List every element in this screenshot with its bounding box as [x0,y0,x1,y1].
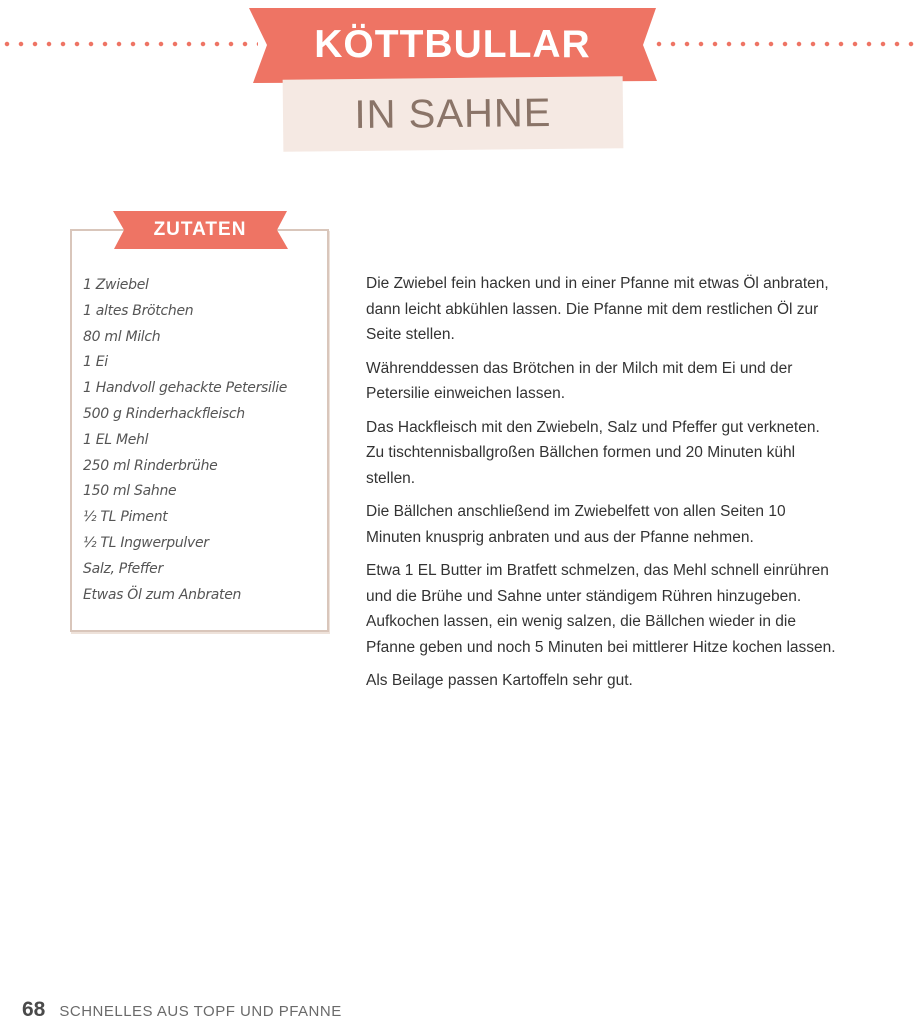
section-name: SCHNELLES AUS TOPF UND PFANNE [59,1003,342,1020]
instructions [366,271,836,702]
ingredient-item: 150 ml Sahne [83,483,177,500]
instruction-step: Die Zwiebel fein hacken und in einer Pfanne mit etwas Öl anbraten, dann leicht abkühlen lassen. Die Pfanne mit dem restlichen Öl zur Seite stellen. [366,275,829,343]
ingredient-item: 1 altes Brötchen [83,302,194,319]
recipe-subtitle: IN SAHNE [283,76,624,152]
title-banner [245,5,660,85]
instruction-step: Die Bällchen anschließend im Zwiebelfett von allen Seiten 10 Minuten knusprig anbraten und aus der Pfanne nehmen. [366,503,786,546]
instruction-step: Etwa 1 EL Butter im Bratfett schmelzen, das Mehl schnell einrühren und die Brühe und Sahne unter ständigem Rühren hinzugeben. Aufkochen lassen, ein wenig salzen, die Bällchen wieder in die Pfanne geben und noch 5 Minuten bei mittlerer Hitze kochen lassen. [366,562,836,656]
decorative-dots-left [0,40,258,48]
page-number: 68 [22,998,46,1021]
ingredient-item: 1 EL Mehl [83,431,149,448]
ingredient-item: 500 g Rinderhackfleisch [83,405,245,422]
ingredients-heading: ZUTATEN [153,219,247,240]
instruction-step: Das Hackfleisch mit den Zwiebeln, Salz und Pfeffer gut verkneten. Zu tischtennisballgroßen Bällchen formen und 20 Minuten kühl stellen. [366,418,820,487]
decorative-dots-right [652,40,915,48]
ingredients-list [83,273,287,608]
ingredient-item: 1 Handvoll gehackte Petersilie [83,380,288,397]
ingredient-item: 80 ml Milch [83,328,161,345]
recipe-title: KÖTTBULLAR [314,23,591,66]
ingredient-item: 250 ml Rinderbrühe [83,457,218,474]
ingredient-item: Salz, Pfeffer [83,560,163,577]
ingredient-item: ½ TL Ingwerpulver [83,534,209,551]
ingredient-item: 1 Zwiebel [83,277,149,293]
ingredient-item: Etwas Öl zum Anbraten [83,586,242,603]
ingredient-item: ½ TL Piment [83,509,168,526]
instruction-step: Als Beilage passen Kartoffeln sehr gut. [366,672,633,689]
ingredient-item: 1 Ei [83,354,108,371]
ingredients-heading-banner [111,209,289,251]
instruction-step: Währenddessen das Brötchen in der Milch mit dem Ei und der Petersilie einweichen lassen. [366,359,793,402]
